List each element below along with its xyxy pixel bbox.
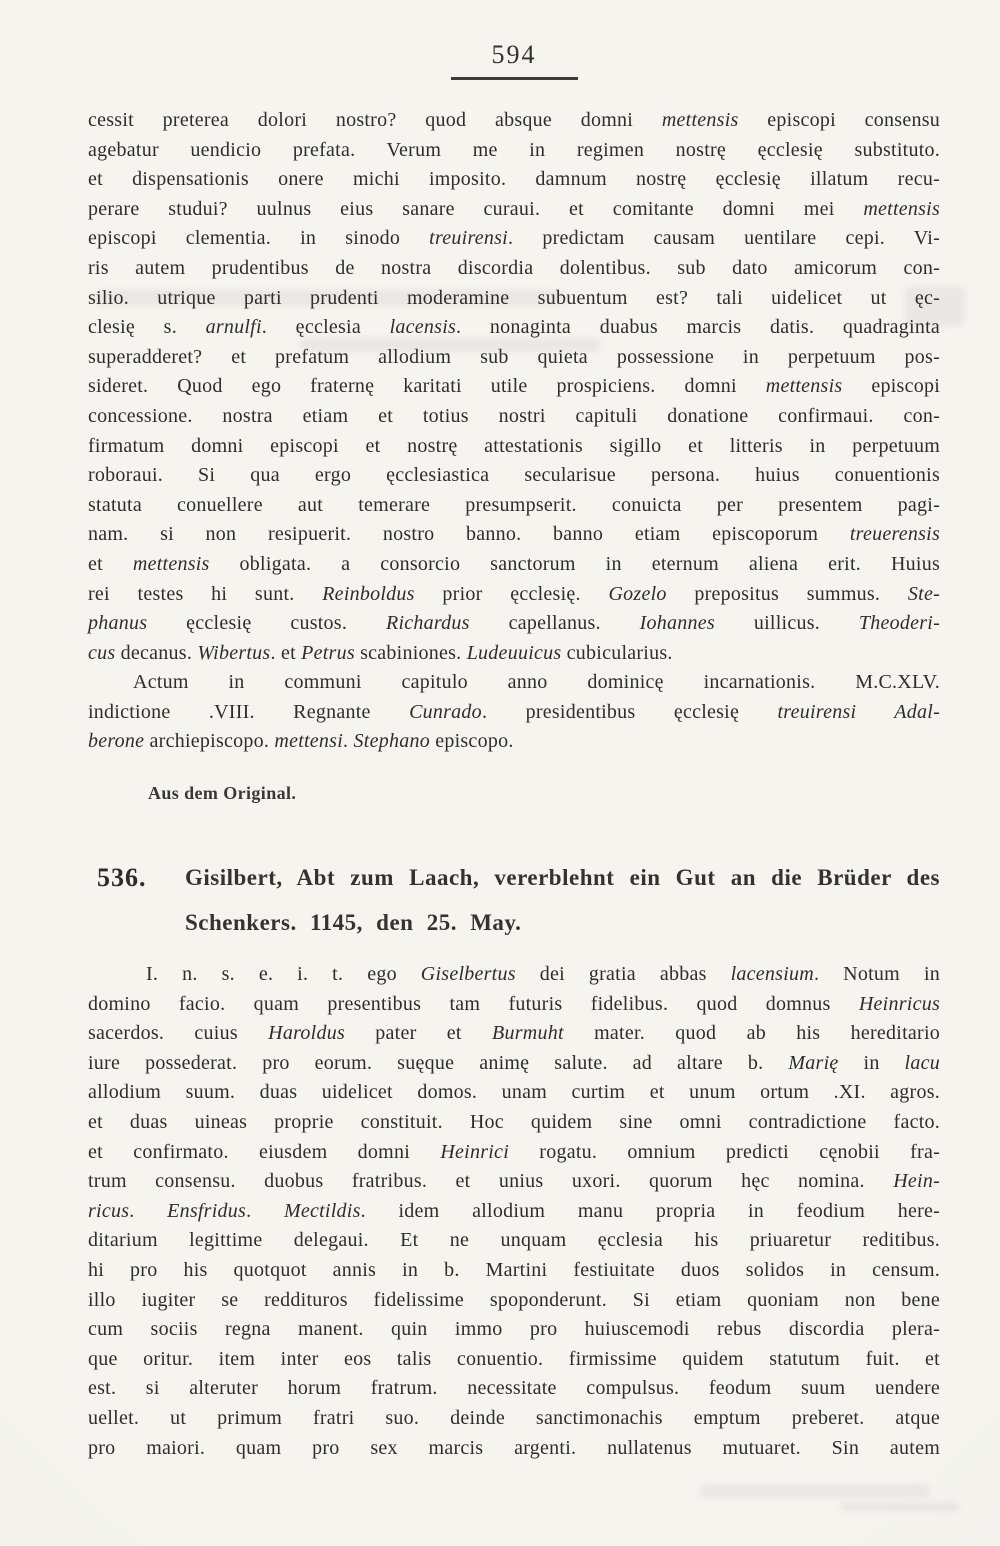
text-line: concessione. nostra etiam et totius nostri capituli donatione confirmaui. con- <box>88 404 940 427</box>
text-line: uellet. ut primum fratri suo. deinde sanctimonachis emptum preberet. atque <box>88 1406 940 1429</box>
text-line: et dispensationis onere michi imposito. damnum nostrę ęcclesię illatum recu- <box>88 168 940 191</box>
text-line: sacerdos. cuius Haroldus pater et Burmuht mater. quod ab his hereditario <box>88 1022 941 1045</box>
text-line: ris autem prudentibus de nostra discordia dolentibus. sub dato amicorum con- <box>88 256 940 279</box>
text-line: iure possederat. pro eorum. suęque animę salute. ad altare b. Marię in lacu <box>88 1051 940 1074</box>
text-line: indictione .VIII. Regnante Cunrado. presidentibus ęcclesię treuirensi Adal- <box>88 700 940 723</box>
text-line: episcopi clementia. in sinodo treuirensi. predictam causam uentilare cepi. Vi- <box>88 227 940 250</box>
text-line: allodium suum. duas uidelicet domos. unam curtim et unum ortum .XI. agros. <box>88 1081 940 1104</box>
charter-number: 536. <box>97 863 147 893</box>
text-line: nam. si non resipuerit. nostro banno. banno etiam episcoporum treuerensis <box>88 523 940 546</box>
text-line: domino facio. quam presentibus tam futuris fidelibus. quod domnus Heinricus <box>88 992 940 1015</box>
text-line: roboraui. Si qua ergo ęcclesiastica secularisue persona. huius conuentionis <box>88 464 940 487</box>
text-line: cum sociis regna manent. quin immo pro huiuscemodi rebus discordia plera- <box>88 1318 940 1341</box>
text-line: sideret. Quod ego fraternę karitati utile prospiciens. domni mettensis episcopi <box>88 375 940 398</box>
text-line: que oritur. item inter eos talis conuentio. firmissime quidem statutum fuit. et <box>88 1347 940 1370</box>
charter-536-body-paragraph <box>88 960 940 1463</box>
text-line: Actum in communi capitulo anno dominicę incarnationis. M.C.XLV. <box>133 671 940 694</box>
text-line: Schenkers. 1145, den 25. May. <box>185 910 522 936</box>
text-line: clesię s. arnulfi. ęcclesia lacensis. nonaginta duabus marcis datis. quadraginta <box>88 316 941 339</box>
text-line: Gisilbert, Abt zum Laach, vererblehnt ein Gut an die Brüder des <box>185 865 940 891</box>
text-line: statuta conuellere aut temerare presumpserit. conuicta per presentem pagi- <box>88 493 940 516</box>
text-line: trum consensu. duobus fratribus. et unius uxori. quorum hęc nomina. Hein- <box>88 1170 940 1193</box>
text-line: est. si alteruter horum fratrum. necessitate compulsus. feodum suum uendere <box>88 1377 940 1400</box>
page-header <box>88 0 940 80</box>
text-line: illo iugiter se reddituros fidelissime spoponderunt. Si etiam quoniam non bene <box>88 1288 940 1311</box>
charter-title <box>185 855 940 945</box>
page-number: 594 <box>491 40 537 69</box>
text-line: phanus ęcclesię custos. Richardus capellanus. Iohannes uillicus. Theoderi- <box>88 612 941 635</box>
charter-535-actum-paragraph <box>88 668 940 757</box>
text-line: pro maiori. quam pro sex marcis argenti. nullatenus mutuaret. Sin autem <box>88 1436 940 1459</box>
text-line: cus decanus. Wibertus. et Petrus scabiniones. Ludeuuicus cubicularius. <box>88 641 673 664</box>
source-note: Aus dem Original. <box>148 783 297 804</box>
text-line: firmatum domni episcopi et nostrę attestationis sigillo et litteris in perpetuum <box>88 434 940 457</box>
page-number-rule <box>451 77 578 80</box>
scan-smudge <box>700 1484 930 1498</box>
text-line: berone archiepiscopo. mettensi. Stephano episcopo. <box>88 730 514 753</box>
text-line: superadderet? et prefatum allodium sub quieta possessione in perpetuum pos- <box>88 345 940 368</box>
text-line: ditarium legittime delegaui. Et ne unquam ęcclesia his priuaretur reditibus. <box>88 1229 940 1252</box>
text-line: rei testes hi sunt. Reinboldus prior ęcclesię. Gozelo prepositus summus. Ste- <box>88 582 940 605</box>
text-line: agebatur uendicio prefata. Verum me in regimen nostrę ęcclesię substituto. <box>88 138 940 161</box>
text-line: hi pro his quotquot annis in b. Martini festiuitate duos solidos in censum. <box>88 1259 940 1281</box>
text-line: et duas uineas proprie constituit. Hoc quidem sine omni contradictione facto. <box>88 1111 940 1134</box>
text-line: silio. utrique parti prudenti moderamine subuentum est? tali uidelicet ut ęc- <box>88 286 940 309</box>
text-line: ricus. Ensfridus. Mectildis. idem allodium manu propria in feodium here- <box>88 1199 941 1222</box>
scan-smudge <box>840 1502 960 1512</box>
charter-536-heading <box>88 855 940 945</box>
text-line: et confirmato. eiusdem domni Heinrici rogatu. omnium predicti cęnobii fra- <box>88 1140 940 1163</box>
charter-535-continuation-paragraph <box>88 106 940 668</box>
page-content <box>88 0 940 1463</box>
text-line: perare studui? uulnus eius sanare curaui. et comitante domni mei mettensis <box>88 197 940 220</box>
text-line: et mettensis obligata. a consorcio sanctorum in eternum aliena erit. Huius <box>88 552 940 575</box>
text-line: I. n. s. e. i. t. ego Giselbertus dei gratia abbas lacensium. Notum in <box>146 963 941 986</box>
text-line: cessit preterea dolori nostro? quod absque domni mettensis episcopi consensu <box>88 109 940 131</box>
